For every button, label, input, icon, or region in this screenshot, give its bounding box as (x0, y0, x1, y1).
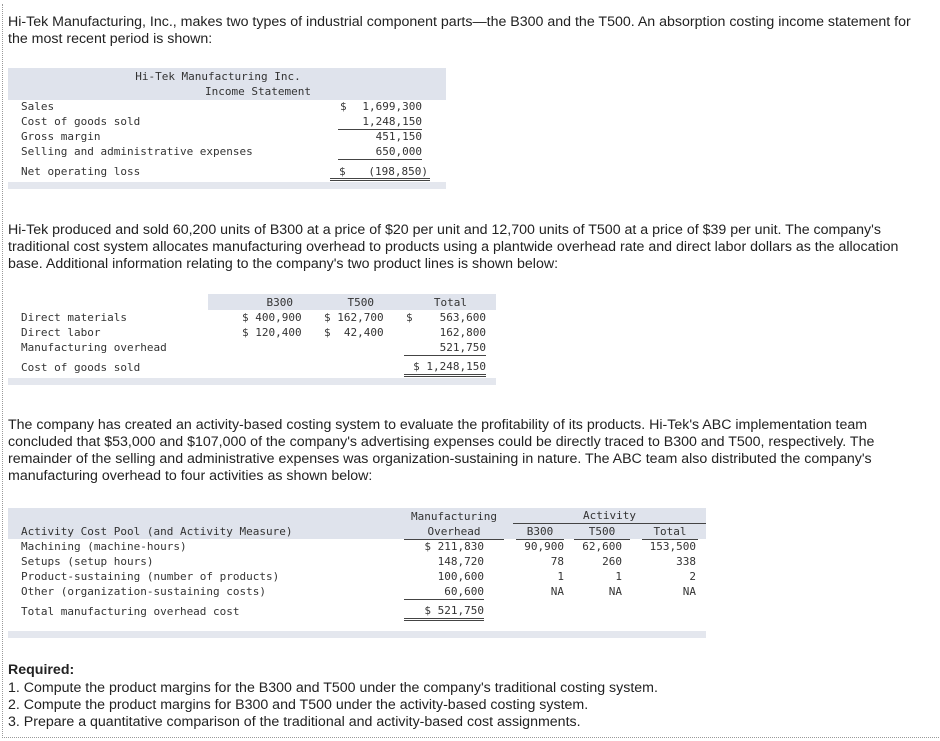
row-value: (198,850) (368, 165, 428, 178)
col-header: B300 (266, 296, 293, 309)
col-header: Total (642, 524, 698, 540)
total-label: Total manufacturing overhead cost (21, 605, 240, 618)
col-header: T500 (574, 524, 630, 540)
b300-value: 78 (550, 555, 564, 568)
t500-value: 1 (615, 570, 622, 583)
required-heading: Required: (8, 662, 75, 678)
mo-value: $ 211,830 (424, 540, 484, 553)
intro-paragraph: Hi-Tek Manufacturing, Inc., makes two types of industrial component parts—the B300 and the T500. An absorption costing income statement for the most recent period is shown: (8, 14, 911, 47)
b300-value: $ 400,900 (242, 311, 302, 324)
t500-value: 260 (602, 555, 622, 568)
row-label: Direct materials (21, 311, 127, 324)
b300-value: 90,900 (524, 540, 564, 553)
row-label: Net operating loss (21, 165, 141, 178)
row-label: Machining (machine-hours) (21, 540, 187, 553)
paragraph-3: The company has created an activity-based costing system to evaluate the profitability of its products. Hi-Tek's ABC implementation team concluded that $53,000 and $107,000 of the company's advertising expenses could be directly traced to B300 and T500, respectively. The remainder of the selling and administrative expenses was organization-sustaining in nature. The ABC team also distributed the company's manufacturing overhead to four activities as shown below: (8, 417, 875, 484)
activity-table (8, 508, 706, 640)
statement-title: Income Statement (205, 85, 311, 98)
col-header: B300 (516, 524, 564, 540)
total-value: 153,500 (649, 540, 696, 553)
product-cost-table (8, 294, 496, 384)
row-label: Gross margin (21, 130, 101, 143)
mo-value: 100,600 (437, 570, 484, 583)
row-value: 650,000 (338, 144, 422, 160)
total-value: NA (682, 585, 696, 598)
row-label: Direct labor (21, 326, 101, 339)
total-prefix: $ (406, 311, 413, 324)
total-value: 338 (676, 555, 696, 568)
row-label: Sales (21, 100, 55, 113)
row-value: 1,248,150 (338, 114, 422, 130)
company-name: Hi-Tek Manufacturing Inc. (135, 70, 301, 83)
b300-value: $ 120,400 (242, 326, 302, 339)
row-prefix: $ (339, 165, 346, 178)
row-value: 1,699,300 (362, 100, 422, 113)
total-mo-value: $ 521,750 (404, 603, 484, 621)
income-statement (8, 68, 446, 188)
row-label: Manufacturing overhead (21, 341, 167, 354)
required-item-1: 1. Compute the product margins for the B300 and T500 under the company's traditional costing system. (8, 680, 658, 696)
b300-value: 1 (557, 570, 564, 583)
row-label: Product-sustaining (number of products) (21, 570, 280, 583)
t500-value: $ 42,400 (324, 326, 384, 339)
t500-value: $ 162,700 (324, 311, 384, 324)
total-value: 162,800 (439, 326, 486, 339)
required-item-2: 2. Compute the product margins for B300 and T500 under the activity-based costing system. (8, 697, 589, 713)
row-label: Setups (setup hours) (21, 555, 154, 568)
total-value: $ 1,248,150 (404, 359, 486, 377)
required-item-3: 3. Prepare a quantitative comparison of the traditional and activity-based cost assignments. (8, 714, 581, 730)
mo-header-2: Overhead (404, 524, 504, 540)
mo-value: 148,720 (437, 555, 484, 568)
col-header: T500 (347, 296, 374, 309)
t500-value: NA (608, 585, 622, 598)
mo-header-1: Manufacturing (410, 510, 498, 523)
pool-header: Activity Cost Pool (and Activity Measure) (21, 525, 293, 538)
mo-value: 60,600 (404, 584, 484, 600)
row-label: Cost of goods sold (21, 115, 141, 128)
row-value: 451,150 (375, 130, 422, 143)
activity-header: Activity (513, 508, 706, 524)
col-header: Total (433, 296, 467, 309)
total-value: 2 (689, 570, 696, 583)
total-value: 521,750 (404, 340, 486, 356)
row-label: Cost of goods sold (21, 361, 141, 374)
b300-value: NA (550, 585, 564, 598)
row-label: Selling and administrative expenses (21, 145, 253, 158)
paragraph-2: Hi-Tek produced and sold 60,200 units of B300 at a price of $20 per unit and 12,700 units of T500 at a price of $39 per unit. The company's traditional cost system allocates manufacturing overhead to products using a plantwide overhead rate and direct labor dollars as the allocation base. Additional information relating to the company's two product lines is shown below: (8, 222, 899, 272)
total-value: 563,600 (439, 311, 486, 324)
t500-value: 62,600 (582, 540, 622, 553)
row-label: Other (organization-sustaining costs) (21, 585, 267, 598)
row-prefix: $ (340, 100, 347, 113)
